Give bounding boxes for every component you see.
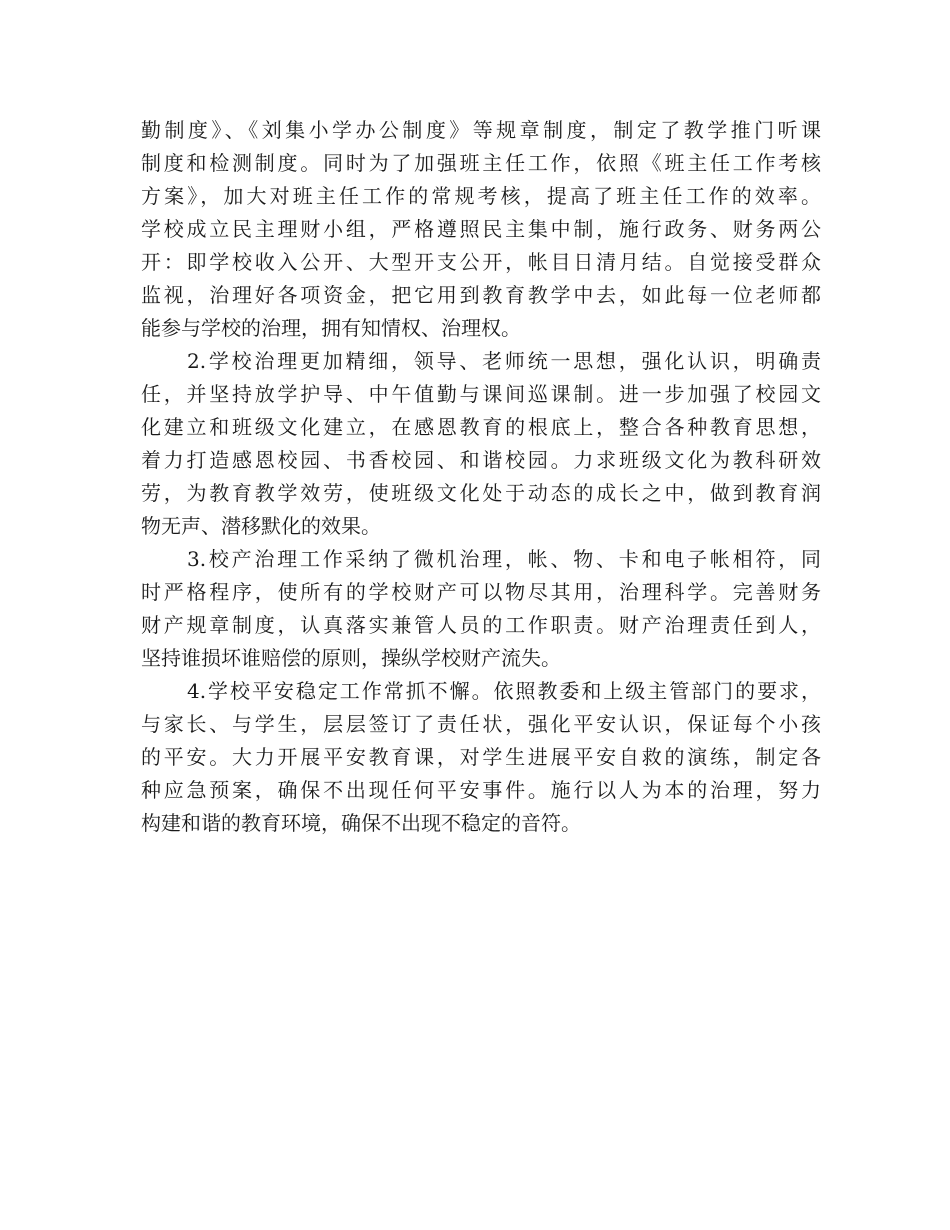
text-line: 着力打造感恩校园、书香校园、和谐校园。力求班级文化为教科研效 <box>141 448 821 472</box>
text-line: 开：即学校收入公开、大型开支公开，帐目日清月结。自觉接受群众 <box>141 250 821 274</box>
text-line: 坚持谁损坏谁赔偿的原则，操纵学校财产流失。 <box>141 646 561 670</box>
text-line: 构建和谐的教育环境，确保不出现不稳定的音符。 <box>141 811 581 835</box>
text-line: 物无声、潜移默化的效果。 <box>141 514 381 538</box>
text-line: 勤制度》、《刘集小学办公制度》等规章制度，制定了教学推门听课 <box>141 118 821 142</box>
text-line: 学校成立民主理财小组，严格遵照民主集中制，施行政务、财务两公 <box>141 217 821 241</box>
text-line: 财产规章制度，认真落实兼管人员的工作职责。财产治理责任到人， <box>141 613 821 637</box>
text-line: 方案》，加大对班主任工作的常规考核，提高了班主任工作的效率。 <box>141 184 821 208</box>
text-line: 2.学校治理更加精细，领导、老师统一思想，强化认识，明确责 <box>187 349 821 373</box>
text-line: 监视，治理好各项资金，把它用到教育教学中去，如此每一位老师都 <box>141 283 821 307</box>
text-line: 与家长、与学生，层层签订了责任状，强化平安认识，保证每个小孩 <box>141 712 821 736</box>
text-line: 制度和检测制度。同时为了加强班主任工作，依照《班主任工作考核 <box>141 151 821 175</box>
text-line: 4.学校平安稳定工作常抓不懈。依照教委和上级主管部门的要求， <box>187 679 821 703</box>
text-line: 化建立和班级文化建立，在感恩教育的根底上，整合各种教育思想， <box>141 415 821 439</box>
text-line: 3.校产治理工作采纳了微机治理，帐、物、卡和电子帐相符，同 <box>187 547 821 571</box>
text-line: 能参与学校的治理，拥有知情权、治理权。 <box>141 316 521 340</box>
text-line: 的平安。大力开展平安教育课，对学生进展平安自救的演练，制定各 <box>141 745 821 769</box>
text-line: 劳，为教育教学效劳，使班级文化处于动态的成长之中，做到教育润 <box>141 481 821 505</box>
text-line: 种应急预案，确保不出现任何平安事件。施行以人为本的治理，努力 <box>141 778 821 802</box>
text-line: 任，并坚持放学护导、中午值勤与课间巡课制。进一步加强了校园文 <box>141 382 821 406</box>
text-line: 时严格程序，使所有的学校财产可以物尽其用，治理科学。完善财务 <box>141 580 821 604</box>
